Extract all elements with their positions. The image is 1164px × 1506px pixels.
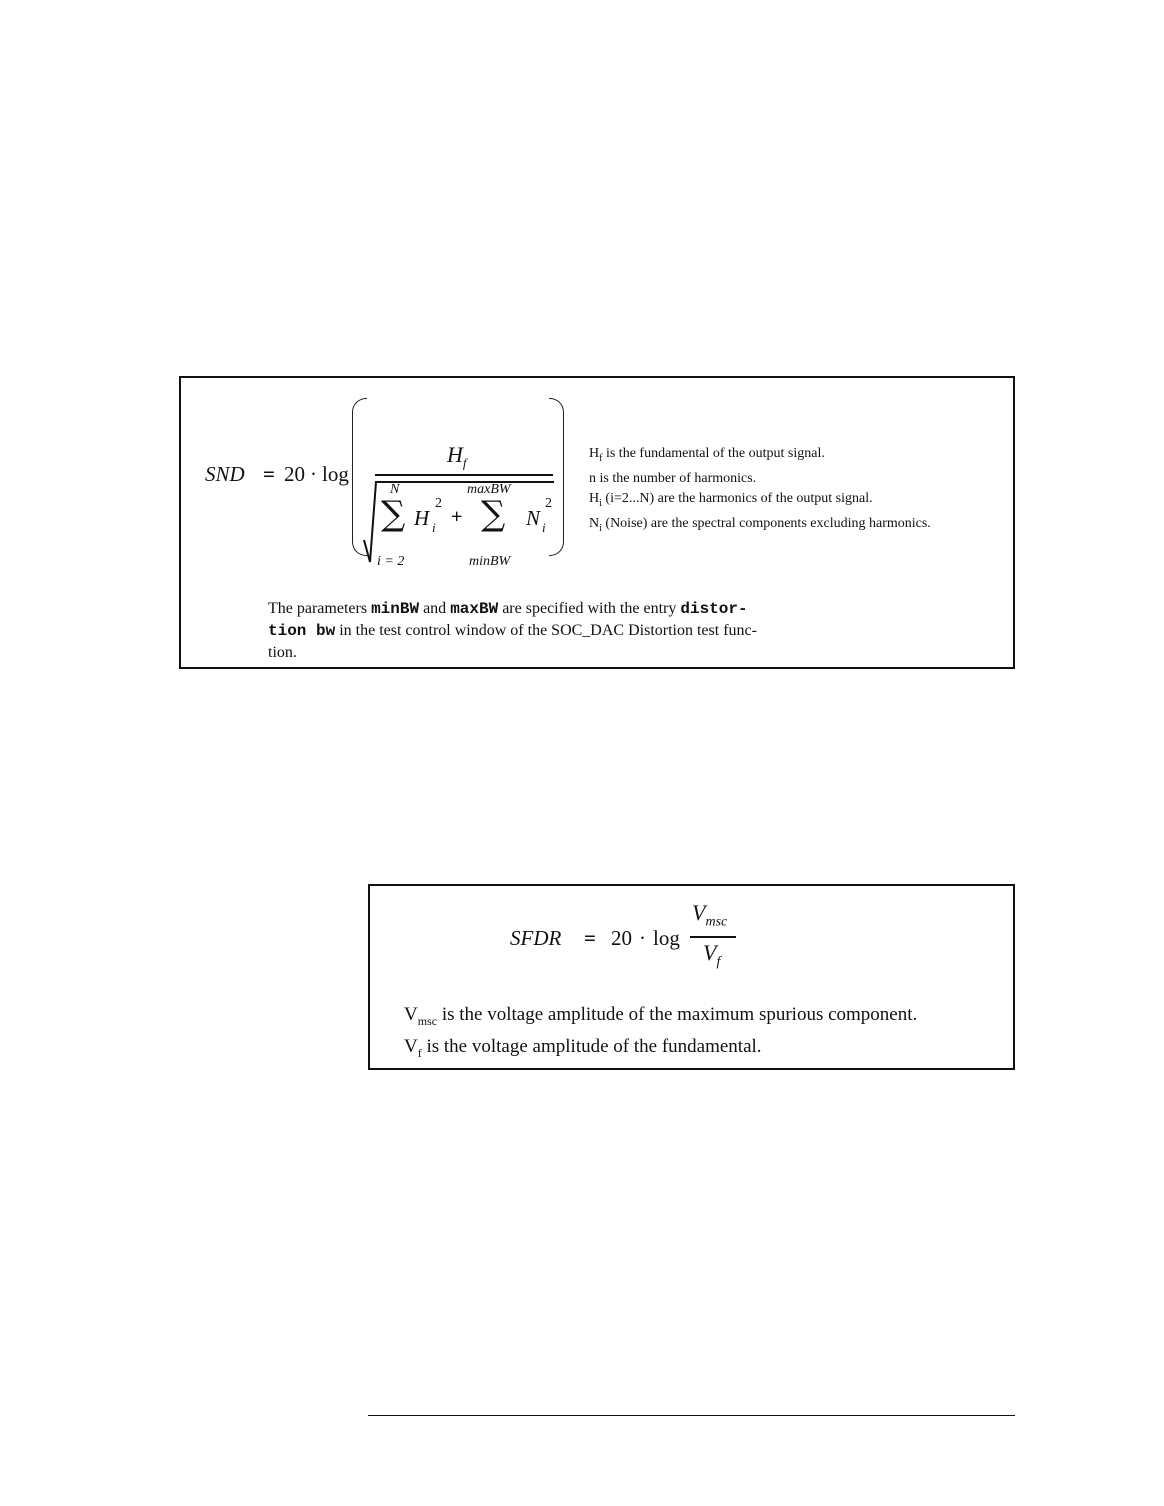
snd-coefficient: 20: [284, 462, 305, 486]
definition-line: $V_{msc}$ is the voltage amplitude of the maximum spurious component.: [404, 1004, 918, 1028]
sum2-term-superscript: 2: [545, 496, 552, 511]
snd-equals: =: [263, 462, 275, 486]
sum2-sigma: ∑: [481, 494, 506, 534]
sum2-term-subscript: i: [542, 520, 546, 535]
sum2-lower-limit: minBW: [469, 554, 511, 569]
sum1-term-subscript: i: [432, 520, 436, 535]
sfdr-equals: =: [584, 926, 596, 950]
sum1-upper-limit: N: [390, 482, 400, 497]
sfdr-dot: ·: [639, 926, 646, 950]
sfdr-denominator: $V_f$: [703, 940, 721, 970]
snd-lhs: SND: [205, 462, 245, 486]
sum2-term: N: [526, 506, 541, 530]
definition-line: $H_f$ is the fundamental of the output signal.: [589, 446, 825, 464]
sum1-term-superscript: 2: [435, 496, 442, 511]
sfdr-numerator: $V_{msc}$: [692, 900, 728, 930]
numerator-symbol: H: [447, 442, 463, 467]
sfdr-coefficient: 20: [611, 926, 632, 950]
sum1-term: H: [414, 506, 430, 530]
sum1-sigma: ∑: [381, 494, 406, 534]
snd-log: log: [322, 462, 349, 486]
definition-line: $H_i$ (i=2...N) are the harmonics of the output signal.: [589, 490, 873, 509]
snd-fraction-bar: [375, 474, 553, 476]
snd-numerator: [447, 442, 467, 471]
footer-rule: [368, 1415, 1015, 1416]
plus-sign: +: [451, 506, 463, 528]
sfdr-fraction-bar: [690, 936, 736, 938]
sfdr-log: log: [653, 926, 680, 950]
definition-line: n is the number of harmonics.: [589, 470, 757, 486]
sfdr-lhs: SFDR: [510, 926, 562, 950]
snd-definitions: [589, 444, 931, 538]
definition-line: $N_i$ (Noise) are the spectral components excluding harmonics.: [589, 515, 931, 534]
sum1-lower-limit: i = 2: [377, 554, 405, 569]
sfdr-definitions: [404, 1002, 917, 1066]
snd-dot: ·: [310, 462, 317, 486]
sfdr-formula-box: [368, 884, 1015, 1070]
sum2-upper-limit: maxBW: [467, 482, 511, 497]
numerator-subscript: f: [462, 455, 467, 471]
snd-formula-box: [179, 376, 1015, 669]
snd-parameter-note: The parameters minBW and maxBW are specified with the entry distor- tion bw in the test control window of the SOC_DAC Distortion test func- tion.: [268, 600, 757, 661]
definition-line: $V_f$ is the voltage amplitude of the fundamental.: [404, 1035, 762, 1060]
